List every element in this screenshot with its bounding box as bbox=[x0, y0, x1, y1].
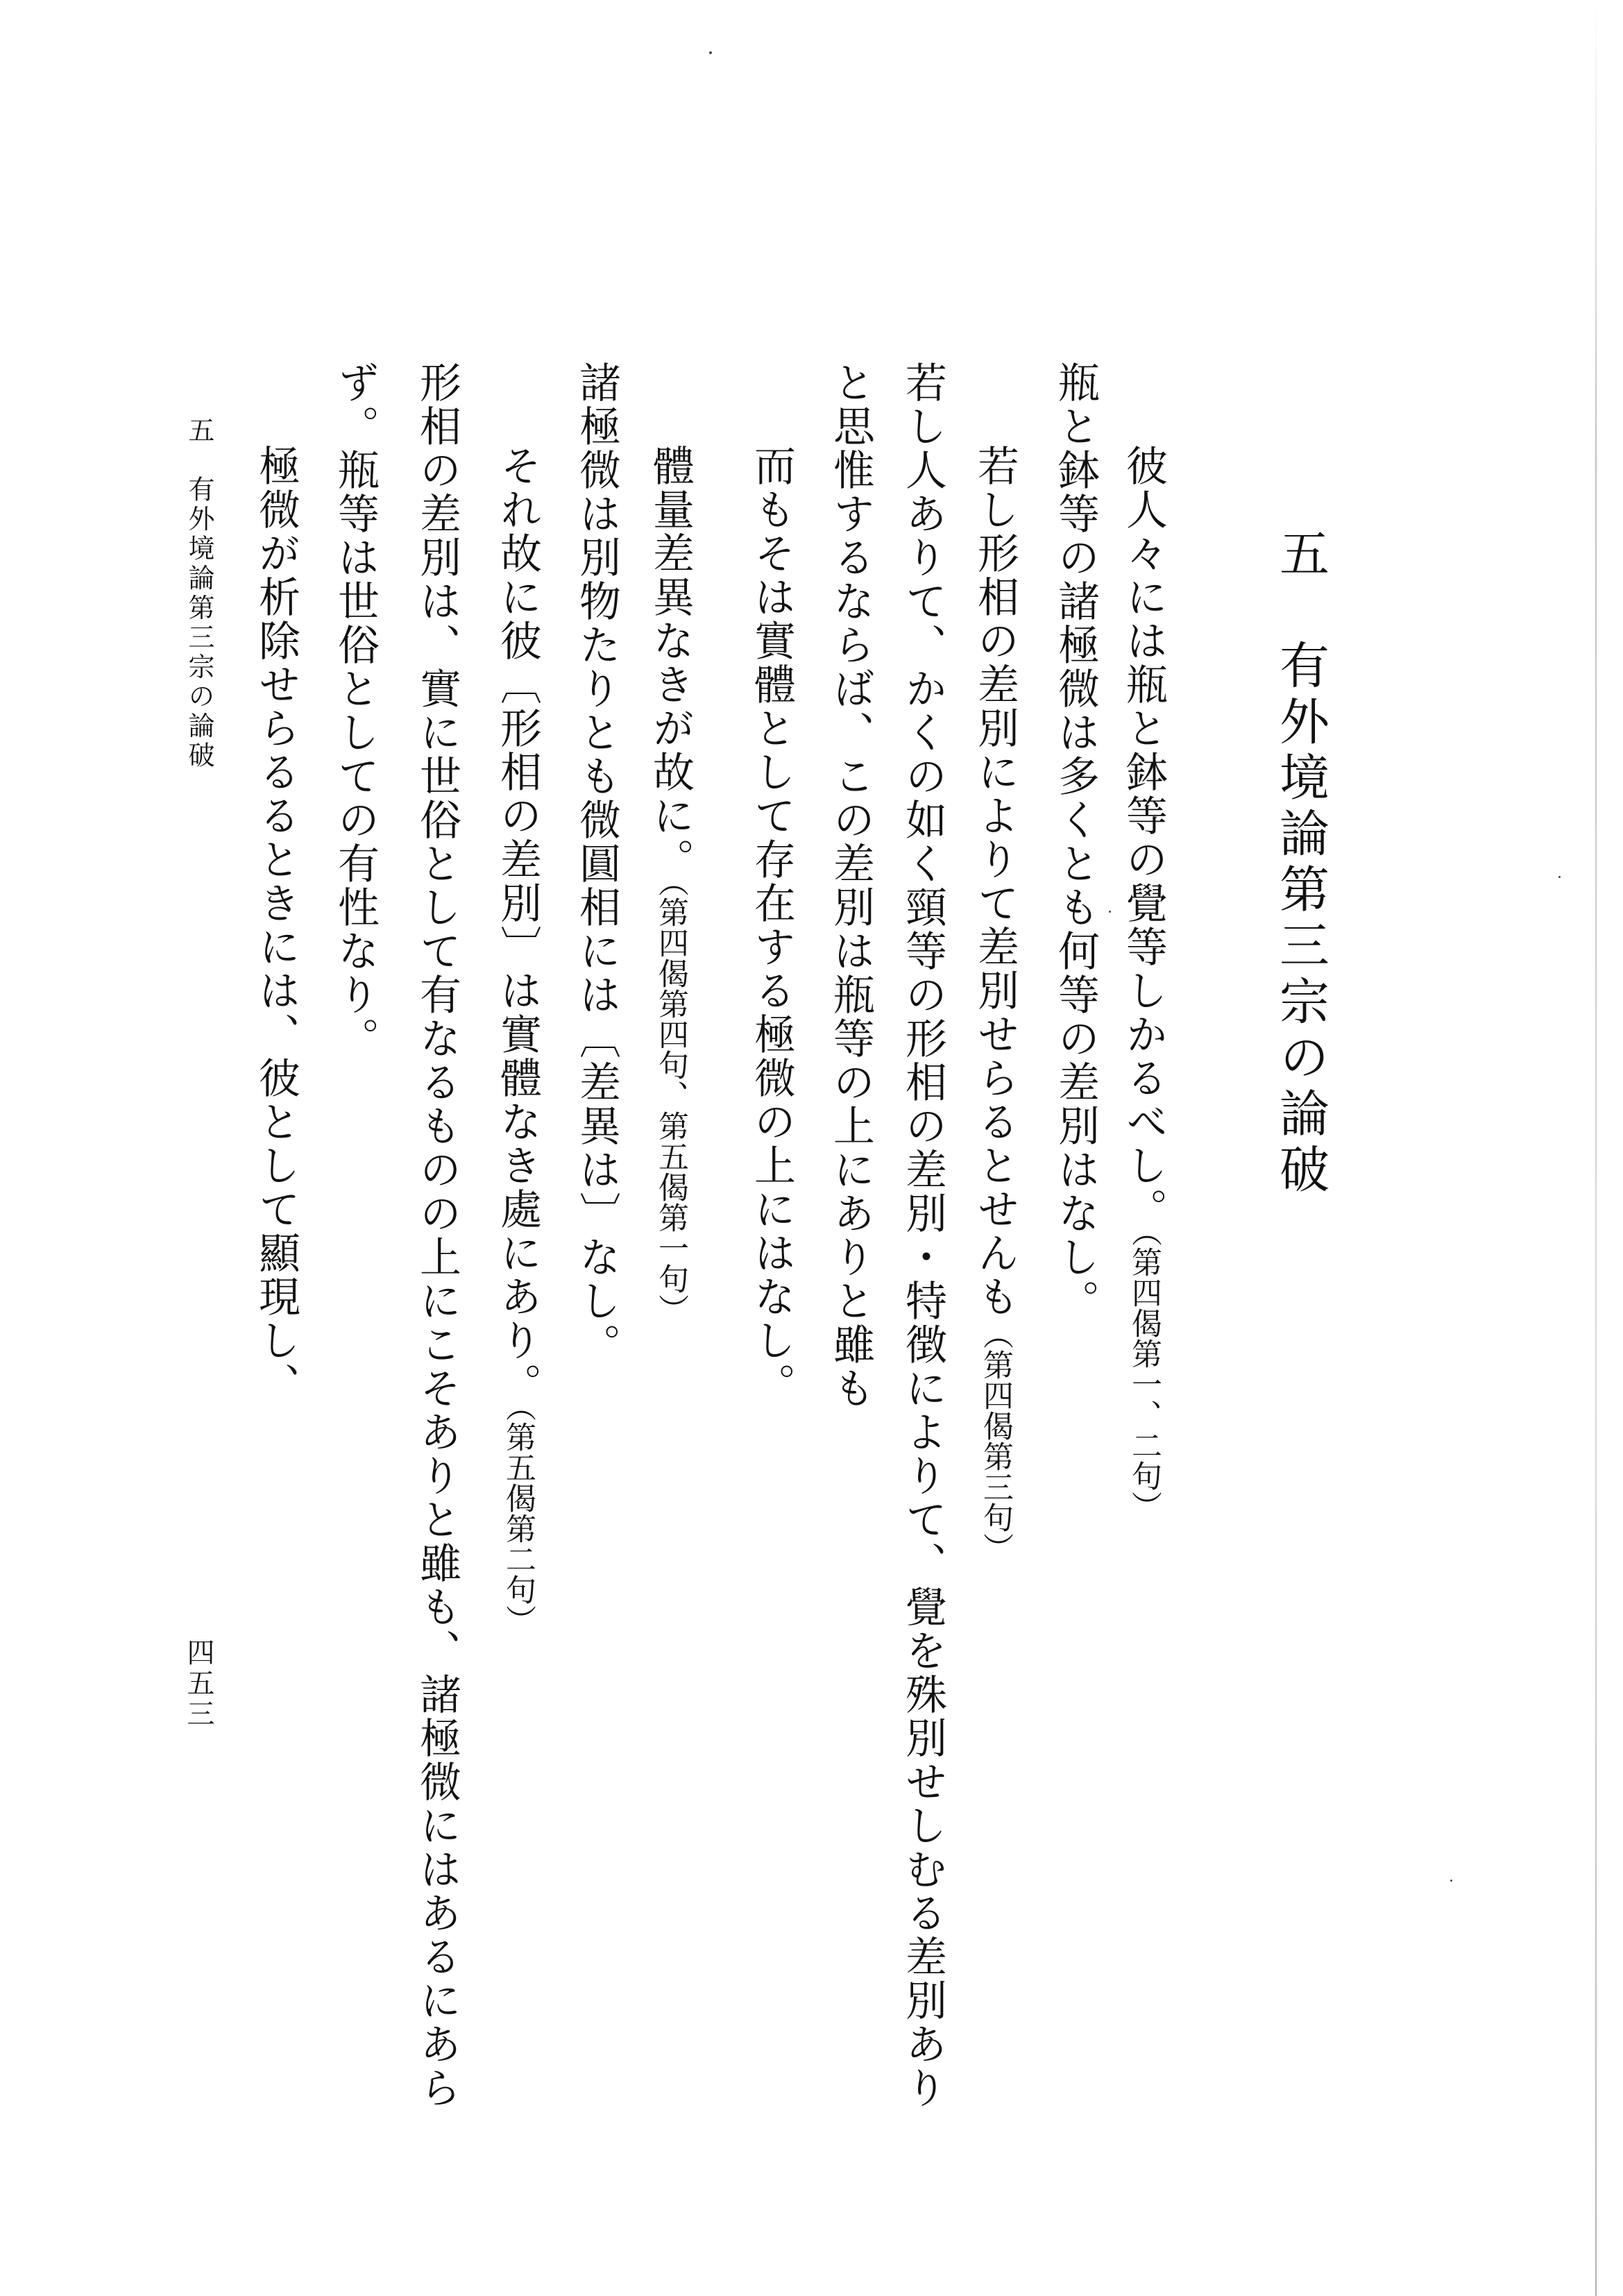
text-line-3-body: 若し形相の差別によりて差別せらるとせんも bbox=[971, 444, 1019, 1319]
text-line-10-body: 形相の差別は、實に世俗として有なるものの上にこそありと雖も、諸極微にはあるにあら bbox=[413, 361, 461, 2110]
text-line-7-note: （第四偈第四句、第五偈第一句） bbox=[653, 881, 688, 1324]
text-line-9-body: それ故に彼〔形相の差別〕は實體なき處にあり。 bbox=[493, 444, 542, 1406]
text-line-4 bbox=[899, 361, 947, 2110]
text-line-1-note: （第四偈第一、二句） bbox=[1126, 1231, 1162, 1521]
page-number: 四五三 bbox=[182, 1638, 214, 1730]
text-line-5-body: と思惟するならば、この差別は瓶等の上にありと雖も bbox=[826, 361, 875, 1410]
text-line-7 bbox=[646, 444, 695, 1324]
text-line-1-body: 彼人々には瓶と鉢等の覺等しかるべし。 bbox=[1119, 444, 1168, 1231]
text-line-6 bbox=[747, 444, 796, 1406]
text-line-9 bbox=[493, 444, 542, 1635]
text-line-4-body: 若し人ありて、かくの如く頸等の形相の差別・特徴によりて、覺を殊別せしむる差別あり bbox=[899, 361, 947, 2110]
text-line-11 bbox=[331, 361, 380, 1061]
text-line-1 bbox=[1119, 444, 1168, 1521]
text-line-12-body: 極微が析除せらるるときには、彼として顯現し、 bbox=[252, 444, 300, 1406]
text-line-3-note: （第四偈第三句） bbox=[978, 1319, 1013, 1563]
text-line-6-body: 而もそは實體として存在する極微の上にはなし。 bbox=[747, 444, 796, 1406]
scan-speck bbox=[1450, 1880, 1452, 1882]
section-title: 五 有外境論第三宗の論破 bbox=[1271, 527, 1329, 1199]
text-line-9-note: （第五偈第二句） bbox=[500, 1406, 536, 1635]
scan-speck bbox=[1558, 876, 1561, 878]
page-gutter-shadow bbox=[1595, 0, 1597, 2296]
running-head: 五 有外境論第三宗の論破 bbox=[184, 416, 214, 771]
text-line-11-body: ず。瓶等は世俗としての有性なり。 bbox=[331, 361, 380, 1061]
text-line-2 bbox=[1051, 361, 1100, 1323]
text-line-7-body: 體量差異なきが故に。 bbox=[646, 444, 695, 881]
text-line-10 bbox=[413, 361, 461, 2110]
text-line-3 bbox=[971, 444, 1019, 1563]
text-line-2-body: 瓶と鉢等の諸極微は多くとも何等の差別はなし。 bbox=[1051, 361, 1100, 1323]
text-line-12 bbox=[252, 444, 300, 1406]
text-line-5 bbox=[826, 361, 875, 1410]
scan-speck bbox=[709, 51, 712, 54]
text-line-8 bbox=[572, 361, 621, 1367]
text-line-8-body: 諸極微は別物たりとも微圓相には〔差異は〕なし。 bbox=[572, 361, 621, 1367]
scan-speck bbox=[1109, 911, 1111, 913]
